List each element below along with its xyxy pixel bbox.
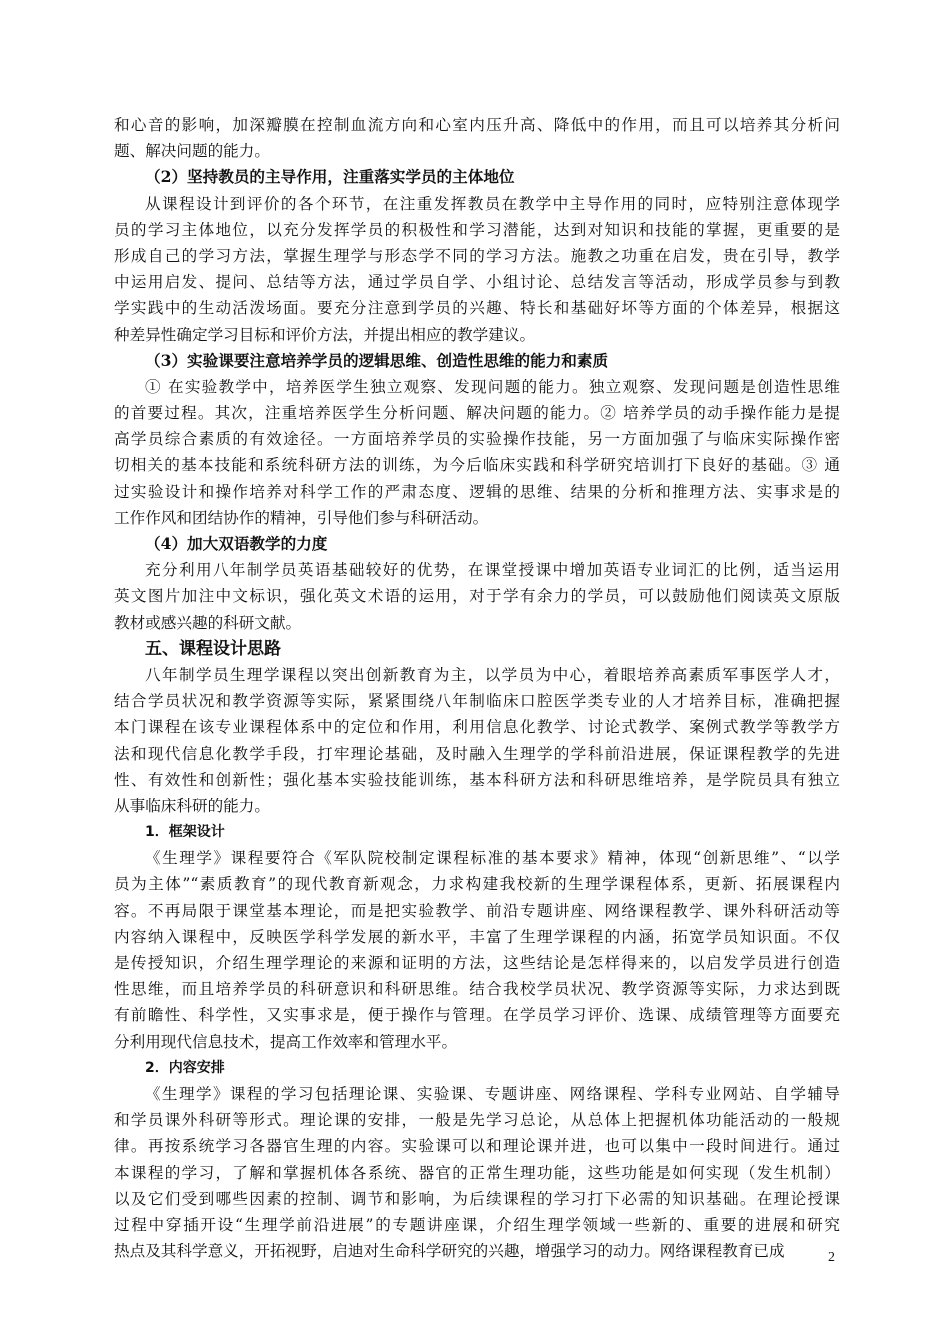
text-line: 和心音的影响，加深瓣膜在控制血流方向和心室内压升高、降低中的作用，而且可以培养其分析问 — [114, 116, 840, 134]
text-line: 法和现代信息化教学手段，打牢理论基础，及时融入生理学的学科前沿进展，保证课程教学的先进 — [114, 744, 840, 763]
text-line: 高学员综合素质的有效途径。一方面培养学员的实验操作技能，另一方面加强了与临床实际操作密 — [114, 430, 840, 449]
text-line: 形成自己的学习方法，掌握生理学与形态学不同的学习方法。施教之功重在启发，贵在引导，教学 — [114, 246, 840, 265]
text-line: 充分利用八年制学员英语基础较好的优势，在课堂授课中增加英语专业词汇的比例，适当运用 — [145, 561, 840, 580]
text-line: 内容纳入课程中，反映医学科学发展的新水平，丰富了生理学课程的内涵，拓宽学员知识面。不仅 — [114, 927, 840, 946]
text-line: 教材或感兴趣的科研文献。 — [114, 613, 302, 632]
text-line: 的首要过程。其次，注重培养医学生分析问题、解决问题的能力。② 培养学员的动手操作能力是提 — [114, 404, 840, 423]
text-line: 从事临床科研的能力。 — [114, 796, 270, 815]
text-line: 种差异性确定学习目标和评价方法，并提出相应的教学建议。 — [114, 325, 536, 344]
text-line: 热点及其科学意义，开拓视野，启迪对生命科学研究的兴趣，增强学习的动力。网络课程教育已成 — [114, 1242, 785, 1261]
text-line: 《生理学》课程的学习包括理论课、实验课、专题讲座、网络课程、学科专业网站、自学辅导 — [145, 1084, 840, 1103]
paragraph — [114, 374, 840, 531]
text-line: 本门课程在该专业课程体系中的定位和作用，利用信息化教学、讨论式教学、案例式教学等教学方 — [114, 718, 840, 737]
text-line: 结合学员状况和教学资源等实际，紧紧围绕八年制临床口腔医学类专业的人才培养目标，准确把握 — [114, 692, 840, 711]
paragraph-heading: （4）加大双语教学的力度 — [145, 534, 328, 553]
text-line: ① 在实验教学中，培养医学生独立观察、发现问题的能力。独立观察、发现问题是创造性思维 — [145, 377, 840, 396]
page-number: 2 — [828, 1250, 835, 1265]
subsection-title: 1．框架设计 — [145, 824, 225, 841]
text-line: 性思维，而且培养学员的科研意识和科研思维。结合我校学员状况、教学资源等实际，力求达到既 — [114, 980, 840, 999]
paragraph — [114, 1081, 840, 1264]
text-line: 员的学习主体地位，以充分发挥学员的积极性和学习潜能，达到对知识和技能的掌握，更重要的是 — [114, 220, 840, 239]
text-line: 是传授知识，介绍生理学理论的来源和证明的方法，这些结论是怎样得来的，以启发学员进行创造 — [114, 954, 840, 972]
text-line: 过程中穿插开设“生理学前沿进展”的专题讲座课，介绍生理学领域一些新的、重要的进展和研究 — [114, 1215, 840, 1234]
text-line: 八年制学员生理学课程以突出创新教育为主，以学员为中心，着眼培养高素质军事医学人才， — [145, 665, 840, 684]
text-line: 切相关的基本技能和系统科研方法的训练，为今后临床实践和科学研究培训打下良好的基础。③ 通 — [114, 456, 840, 475]
paragraph-heading: （3）实验课要注意培养学员的逻辑思维、创造性思维的能力和素质 — [145, 350, 609, 370]
text-line: 有前瞻性、科学性，又实事求是，便于操作与管理。在学员学习评价、选课、成绩管理等方面要充 — [114, 1006, 840, 1025]
text-line: 学实践中的生动活泼场面。要充分注意到学员的兴趣、特长和基础好坏等方面的个体差异，根据这 — [114, 299, 840, 318]
text-line: 性、有效性和创新性；强化基本实验技能训练，基本科研方法和科研思维培养，是学院员具有独立 — [114, 770, 840, 789]
text-line: 律。再按系统学习各器官生理的内容。实验课可以和理论课并进，也可以集中一段时间进行。通过 — [114, 1137, 840, 1156]
text-line: 英文图片加注中文标识，强化英文术语的运用，对于学有余力的学员，可以鼓励他们阅读英文原版 — [114, 587, 840, 606]
paragraph — [114, 191, 840, 348]
paragraph — [114, 557, 840, 636]
paragraph — [114, 112, 840, 164]
text-line: 本课程的学习，了解和掌握机体各系统、器官的正常生理功能，这些功能是如何实现（发生机制） — [114, 1163, 840, 1182]
text-line: 和学员课外科研等形式。理论课的安排，一般是先学习总论，从总体上把握机体功能活动的一般规 — [114, 1111, 840, 1130]
text-line: 员为主体”“素质教育”的现代教育新观念，力求构建我校新的生理学课程体系，更新、拓展课程内 — [114, 875, 840, 894]
paragraph-heading: （2）坚持教员的主导作用，注重落实学员的主体地位 — [145, 167, 515, 187]
text-line: 《生理学》课程要符合《军队院校制定课程标准的基本要求》精神，体现“创新思维”、“以学 — [145, 849, 840, 868]
paragraph — [114, 662, 840, 819]
text-line: 以及它们受到哪些因素的控制、调节和影响，为后续课程的学习打下必需的知识基础。在理论授课 — [114, 1189, 840, 1208]
text-line: 容。不再局限于课堂基本理论，而是把实验教学、前沿专题讲座、网络课程教学、课外科研活动等 — [114, 901, 840, 920]
paragraph — [114, 845, 840, 1055]
subsection-title: 2．内容安排 — [145, 1059, 225, 1076]
text-line: 从课程设计到评价的各个环节，在注重发挥教员在教学中主导作用的同时，应特别注意体现学 — [145, 194, 840, 213]
text-line: 过实验设计和操作培养对科学工作的严肃态度、逻辑的思维、结果的分析和推理方法、实事求是的 — [114, 482, 840, 501]
text-line: 分利用现代信息技术，提高工作效率和管理水平。 — [114, 1032, 458, 1051]
text-line: 题、解决问题的能力。 — [114, 142, 270, 161]
document-body — [114, 112, 840, 1264]
text-line: 工作作风和团结协作的精神，引导他们参与科研活动。 — [114, 508, 489, 527]
text-line: 中运用启发、提问、总结等方法，通过学员自学、小组讨论、总结发言等活动，形成学员参与到教 — [114, 273, 840, 292]
section-title: 五、课程设计思路 — [145, 638, 281, 659]
